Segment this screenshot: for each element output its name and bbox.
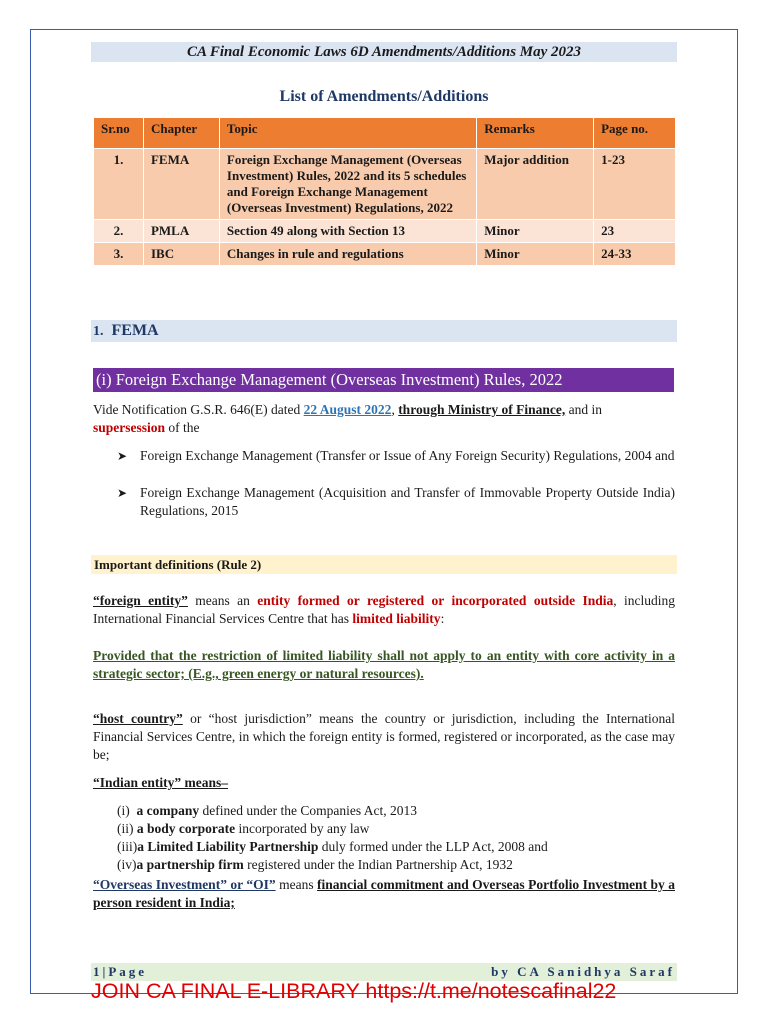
cell-page: 23 bbox=[594, 220, 676, 243]
document-header: CA Final Economic Laws 6D Amendments/Additions May 2023 bbox=[91, 42, 677, 62]
list-title: List of Amendments/Additions bbox=[279, 88, 489, 105]
cell-srno: 3. bbox=[94, 243, 144, 266]
page-number: 1|Page bbox=[93, 964, 148, 979]
item-term: a company bbox=[136, 803, 200, 818]
col-header-page: Page no. bbox=[594, 118, 676, 149]
notification-paragraph bbox=[93, 401, 675, 437]
notification-of-the: of the bbox=[165, 420, 200, 435]
item-term: a Limited Liability Partnership bbox=[137, 839, 319, 854]
item-number: (iv) bbox=[117, 857, 137, 872]
foreign-entity-definition bbox=[93, 592, 675, 628]
notification-date: 22 August 2022 bbox=[303, 402, 392, 417]
cell-remarks: Minor bbox=[477, 243, 594, 266]
notification-and-in: and in bbox=[565, 402, 602, 417]
host-country-definition bbox=[93, 710, 675, 764]
item-term: a partnership firm bbox=[136, 857, 244, 872]
author-credit: by CA Sanidhya Saraf bbox=[491, 964, 675, 979]
foreign-entity-means: means an bbox=[187, 593, 258, 608]
cell-topic: Foreign Exchange Management (Overseas Investment) Rules, 2022 and its 5 schedules and Foreign Exchange Management (Overseas Investment) Regulations, 2022 bbox=[219, 149, 476, 220]
overseas-investment-definition bbox=[93, 876, 675, 912]
cell-topic: Changes in rule and regulations bbox=[219, 243, 476, 266]
item-text: duly formed under the LLP Act, 2008 and bbox=[318, 839, 548, 854]
table-row bbox=[94, 149, 676, 220]
cell-chapter: FEMA bbox=[143, 149, 219, 220]
indian-entity-heading bbox=[93, 774, 228, 792]
notification-prefix: Vide Notification G.S.R. 646(E) dated bbox=[93, 402, 304, 417]
cell-topic: Section 49 along with Section 13 bbox=[219, 220, 476, 243]
supersession-text: supersession bbox=[93, 420, 166, 435]
cell-page: 1-23 bbox=[594, 149, 676, 220]
item-text: incorporated by any law bbox=[235, 821, 370, 836]
cell-chapter: PMLA bbox=[143, 220, 219, 243]
item-number: (ii) bbox=[117, 821, 134, 836]
overseas-investment-means: means bbox=[275, 877, 318, 892]
subsection-title: (i) Foreign Exchange Management (Overseas Investment) Rules, 2022 bbox=[93, 368, 674, 392]
limited-liability-highlight: limited liability bbox=[352, 611, 441, 626]
cell-srno: 1. bbox=[94, 149, 144, 220]
item-number: (i) bbox=[117, 803, 130, 818]
item-term: a body corporate bbox=[136, 821, 236, 836]
foreign-entity-highlight: entity formed or registered or incorporated outside India bbox=[257, 593, 614, 608]
arrow-bullet-icon: ➤ bbox=[117, 449, 128, 463]
col-header-topic: Topic bbox=[219, 118, 476, 149]
cell-chapter: IBC bbox=[143, 243, 219, 266]
table-row bbox=[94, 220, 676, 243]
arrow-bullet-icon: ➤ bbox=[117, 486, 128, 500]
table-row bbox=[94, 243, 676, 266]
proviso-text: Provided that the restriction of limited liability shall not apply to an entity with core activity in a strategic sector; (E.g., green energy or natural resources). bbox=[93, 648, 675, 681]
section-heading-fema bbox=[91, 320, 677, 342]
bullet-text: Foreign Exchange Management (Transfer or Issue of Any Foreign Security) Regulations, 2004 and bbox=[140, 448, 675, 463]
list-item bbox=[117, 856, 677, 874]
ministry-text: through Ministry of Finance, bbox=[398, 402, 566, 417]
item-text: registered under the Indian Partnership Act, 1932 bbox=[243, 857, 513, 872]
cell-page: 24-33 bbox=[594, 243, 676, 266]
item-number: (iii) bbox=[117, 839, 138, 854]
list-item bbox=[117, 820, 677, 838]
definitions-heading: Important definitions (Rule 2) bbox=[91, 555, 677, 574]
host-country-text: or “host jurisdiction” means the country or jurisdiction, including the International Financial Services Centre, in which the foreign entity is formed, registered or incorporated, as the case may be; bbox=[93, 711, 675, 762]
table-header-row bbox=[94, 118, 676, 149]
col-header-chapter: Chapter bbox=[143, 118, 219, 149]
foreign-entity-term: “foreign entity” bbox=[93, 593, 188, 608]
foreign-entity-mid: , including International Financial Services Centre that has bbox=[93, 593, 676, 626]
indian-entity-list bbox=[117, 802, 677, 874]
cell-remarks: Minor bbox=[477, 220, 594, 243]
cell-remarks: Major addition bbox=[477, 149, 594, 220]
host-country-term: “host country” bbox=[93, 711, 183, 726]
item-text: defined under the Companies Act, 2013 bbox=[199, 803, 417, 818]
col-header-srno: Sr.no bbox=[94, 118, 144, 149]
col-header-remarks: Remarks bbox=[477, 118, 594, 149]
notification-comma: , bbox=[391, 402, 399, 417]
bullet-text: Foreign Exchange Management (Acquisition and Transfer of Immovable Property Outside India) Regulations, 2015 bbox=[140, 485, 675, 518]
indian-entity-heading-text: “Indian entity” means– bbox=[93, 775, 229, 790]
overseas-investment-text: financial commitment and Overseas Portfolio Investment by a person resident in India; bbox=[93, 877, 675, 910]
amendments-table bbox=[93, 117, 676, 266]
section-number: 1. bbox=[93, 324, 104, 339]
section-title: FEMA bbox=[111, 322, 159, 339]
list-item bbox=[117, 838, 677, 856]
foreign-entity-end: : bbox=[440, 611, 445, 626]
overseas-investment-term: “Overseas Investment” or “OI” bbox=[93, 877, 276, 892]
list-item bbox=[117, 802, 677, 820]
bullet-item bbox=[117, 447, 675, 465]
library-watermark-link[interactable]: JOIN CA FINAL E-LIBRARY https://t.me/notescafinal22 bbox=[91, 979, 617, 1003]
bullet-item bbox=[117, 484, 675, 520]
cell-srno: 2. bbox=[94, 220, 144, 243]
